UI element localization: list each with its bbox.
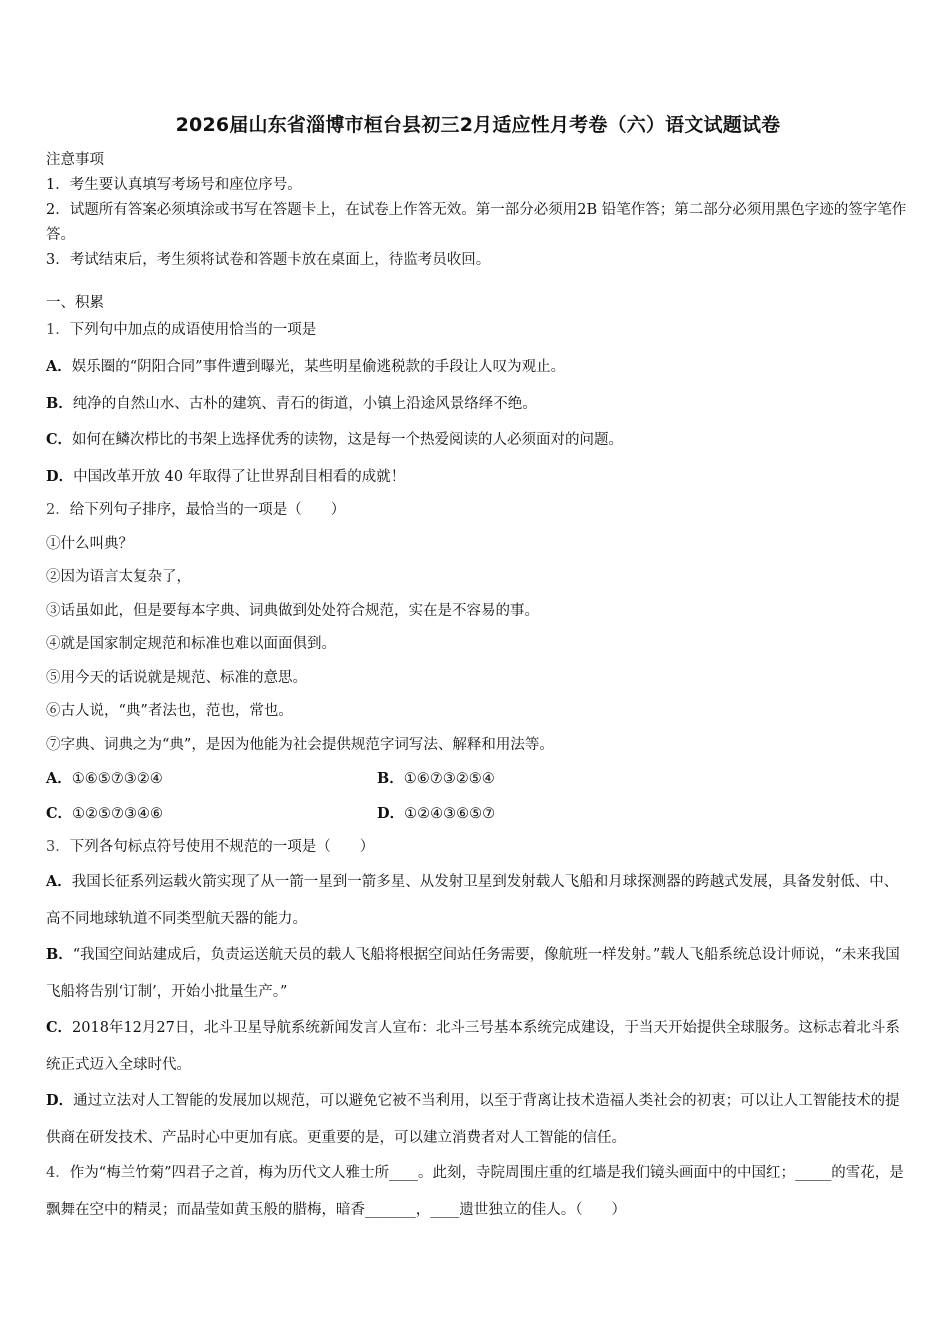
question-2-option-a [46,762,377,797]
option-letter: A． [46,872,72,890]
question-1-option-d [46,460,910,495]
option-text: 通过立法对人工智能的发展加以规范，可以避免它被不当利用，以至于背离让技术造福人类社会的初衷；可以让人工智能技术的提供商在研发技术、产品时心中更加有底。更重要的是，可以建立消费者对人工智能的信任。 [46,1092,900,1146]
question-1-option-a [46,350,910,385]
question-2-stem [46,494,910,528]
question-number: 4． [46,1164,70,1181]
question-text: 下列各句标点符号使用不规范的一项是（ ） [69,839,375,855]
option-text: ①②④③⑥⑤⑦ [404,805,496,822]
question-number: 2． [46,502,70,518]
question-text: 作为“梅兰竹菊”四君子之首，梅为历代文人雅士所____。此刻，寺院周围庄重的红墙是我们镜头画面中的中国红；_____的雪花，是飘舞在空中的精灵；而晶莹如黄玉般的腊梅，暗香_______，____遗世独立的佳人。（ ） [46,1164,904,1218]
question-number: 3． [46,839,70,855]
option-text: ①⑥⑤⑦③②④ [71,771,163,787]
option-text: “我国空间站建成后，负责运送航天员的载人飞船将根据空间站任务需要，像航班一样发射。”载人飞船系统总设计师说，“未来我国飞船将告别‘订制’，开始小批量生产。” [46,946,900,1000]
option-text: ①②⑤⑦③④⑥ [72,805,164,822]
option-text: 2018年12月27日，北斗卫星导航系统新闻发言人宣布：北斗三号基本系统完成建设，于当天开始提供全球服务。这标志着北斗系统正式迈入全球时代。 [46,1019,900,1073]
option-letter: C． [46,804,73,822]
question-2-option-d [377,797,708,832]
option-letter: D． [46,1091,74,1109]
question-2-options-row-1 [46,762,910,797]
option-text: 如何在鳞次栉比的书架上选择优秀的读物，这是每一个热爱阅读的人必须面对的问题。 [72,432,624,448]
question-text: 下列句中加点的成语使用恰当的一项是 [69,322,317,338]
question-text: 给下列句子排序，最恰当的一项是（ ） [69,502,346,518]
question-2-sentence-4: ④就是国家制定规范和标准也难以面面俱到。 [46,636,336,652]
question-3-option-d [46,1082,910,1157]
question-2-sentence-7: ⑦字典、词典之为“典”，是因为他能为社会提供规范字词写法、解释和用法等。 [46,736,554,753]
notice-item-1: 1．考生要认真填写考场号和座位序号。 [46,177,302,193]
question-2-option-c [46,797,377,832]
exam-page [46,110,910,1229]
option-text: 我国长征系列运载火箭实现了从一箭一星到一箭多星、从发射卫星到发射载人飞船和月球探测器的跨越式发展，具备发射低、中、高不同地球轨道不同类型航天器的能力。 [46,873,899,927]
question-number: 1． [46,322,70,338]
page-title: 2026届山东省淄博市桓台县初三2月适应性月考卷（六）语文试题试卷 [175,114,781,136]
question-2-option-b [377,762,708,797]
option-text: 娱乐圈的“阴阳合同”事件遭到曝光，某些明星偷逃税款的手段让人叹为观止。 [71,359,566,375]
question-2-sentence-5: ⑤用今天的话说就是规范、标准的意思。 [46,669,307,686]
option-letter: C． [46,431,73,448]
option-letter: A． [46,358,72,375]
option-letter: B． [46,945,73,963]
question-2-options-row-2 [46,797,910,832]
question-3-stem [46,831,910,865]
option-letter: B． [377,770,404,787]
option-letter: A． [46,770,72,787]
question-1-option-b [46,387,910,422]
notice-heading: 注意事项 [46,152,104,168]
notice-item-2: 2．试题所有答案必须填涂或书写在答题卡上，在试卷上作答无效。第一部分必须用2B 铅笔作答；第二部分必须用黑色字迹的签字笔作答。 [46,202,907,243]
question-3-option-c [46,1009,910,1084]
section-heading: 一、积累 [46,295,104,311]
question-2-sentence-6: ⑥古人说，“典”者法也，范也，常也。 [46,703,293,719]
question-4 [46,1155,910,1229]
option-text: 中国改革开放 40 年取得了让世界刮目相看的成就！ [73,468,406,485]
option-text: ①⑥⑦③②⑤④ [403,771,495,787]
spacer [46,273,910,291]
question-3-option-b [46,936,910,1011]
option-letter: D． [377,804,405,822]
option-letter: D． [46,467,74,485]
option-letter: B． [46,394,73,412]
question-2-sentence-3: ③话虽如此，但是要每本字典、词典做到处处符合规范，实在是不容易的事。 [46,602,539,619]
question-1-stem [46,316,910,344]
option-text: 纯净的自然山水、古朴的建筑、青石的街道，小镇上沿途风景络绎不绝。 [72,395,537,412]
question-2-sentence-1: ①什么叫典？ [46,535,133,552]
notice-item-3: 3．考试结束后，考生须将试卷和答题卡放在桌面上，待监考员收回。 [46,252,491,268]
question-1-option-c [46,423,910,458]
question-2-sentence-2: ②因为语言太复杂了， [46,569,191,585]
option-letter: C． [46,1018,73,1036]
question-3-option-a [46,863,910,938]
